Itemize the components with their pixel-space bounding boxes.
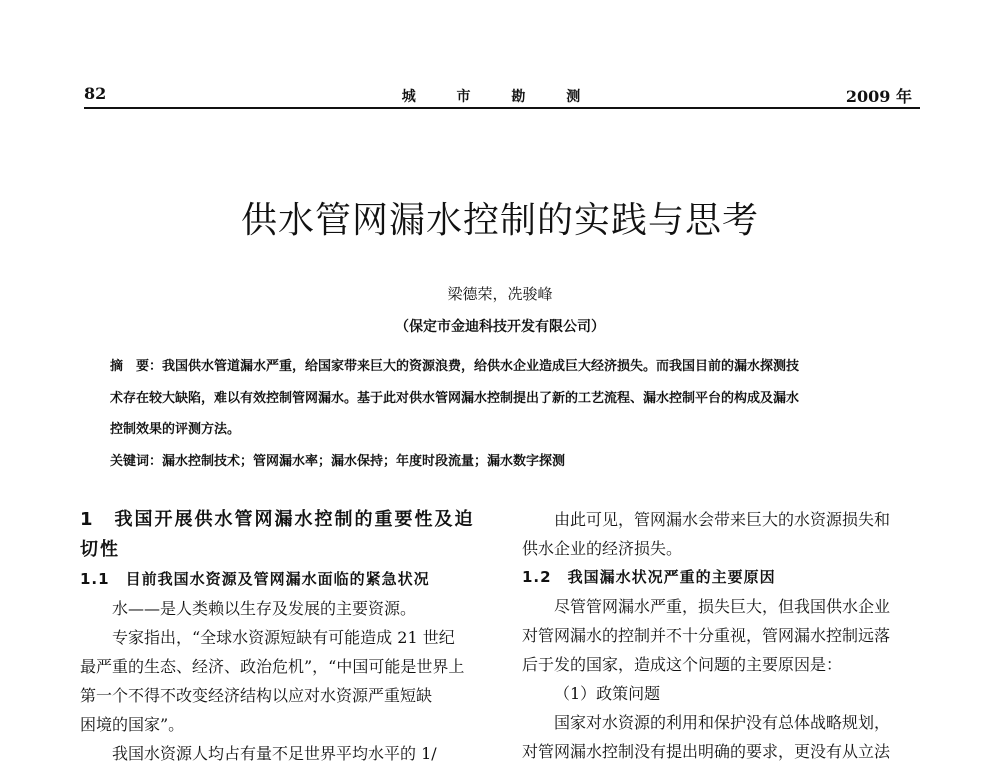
paragraph-line: 对管网漏水的控制并不十分重视，管网漏水控制远落 [522, 626, 891, 645]
paragraph-line: 国家对水资源的利用和保护没有总体战略规划， [554, 713, 891, 732]
article-authors: 梁德荣，冼骏峰 [447, 285, 553, 303]
subsection-heading: 1.1 目前我国水资源及管网漏水面临的紧急状况 [80, 570, 430, 588]
paragraph-line: （1）政策问题 [554, 684, 661, 703]
page-number: 82 [84, 84, 107, 103]
paragraph-line: 专家指出，“全球水资源短缺有可能造成 21 世纪 [112, 628, 455, 647]
abstract-line: 控制效果的评测方法。 [110, 422, 241, 437]
keywords: 关键词：漏水控制技术；管网漏水率；漏水保持；年度时段流量；漏水数字探测 [110, 454, 566, 469]
section-heading: 切性 [80, 539, 120, 560]
article-title: 供水管网漏水控制的实践与思考 [240, 200, 759, 241]
paragraph-line: 困境的国家”。 [80, 715, 185, 734]
abstract-line: 摘 要：我国供水管道漏水严重，给国家带来巨大的资源浪费，给供水企业造成巨大经济损失。而我国目前的漏水探测技 [110, 359, 800, 374]
left-column [80, 505, 484, 768]
section-heading: 1 我国开展供水管网漏水控制的重要性及迫 [80, 509, 475, 530]
paragraph-line: 供水企业的经济损失。 [522, 539, 683, 558]
right-column [522, 505, 926, 766]
paragraph-line: 对管网漏水控制没有提出明确的要求，更没有从立法 [522, 742, 891, 761]
paragraph-line: 尽管管网漏水严重，损失巨大，但我国供水企业 [554, 597, 891, 616]
paragraph-line: 后于发的国家，造成这个问题的主要原因是： [522, 655, 843, 674]
article-affiliation: （保定市金迪科技开发有限公司） [395, 319, 605, 335]
paragraph-line: 水——是人类赖以生存及发展的主要资源。 [112, 599, 417, 618]
paragraph-line: 第一个不得不改变经济结构以应对水资源严重短缺 [80, 686, 433, 705]
paragraph-line: 我国水资源人均占有量不足世界平均水平的 1/ [112, 744, 437, 763]
journal-name: 城 市 勘 测 [401, 89, 599, 105]
issue-year: 2009 年 [845, 87, 912, 106]
paragraph-line: 最严重的生态、经济、政治危机”，“中国可能是世界上 [80, 657, 465, 676]
subsection-heading: 1.2 我国漏水状况严重的主要原因 [522, 568, 776, 586]
abstract-line: 术存在较大缺陷，难以有效控制管网漏水。基于此对供水管网漏水控制提出了新的工艺流程、漏水控制平台的构成及漏水 [110, 391, 800, 406]
paragraph-line: 由此可见，管网漏水会带来巨大的水资源损失和 [554, 510, 891, 529]
header-rule [84, 107, 920, 109]
